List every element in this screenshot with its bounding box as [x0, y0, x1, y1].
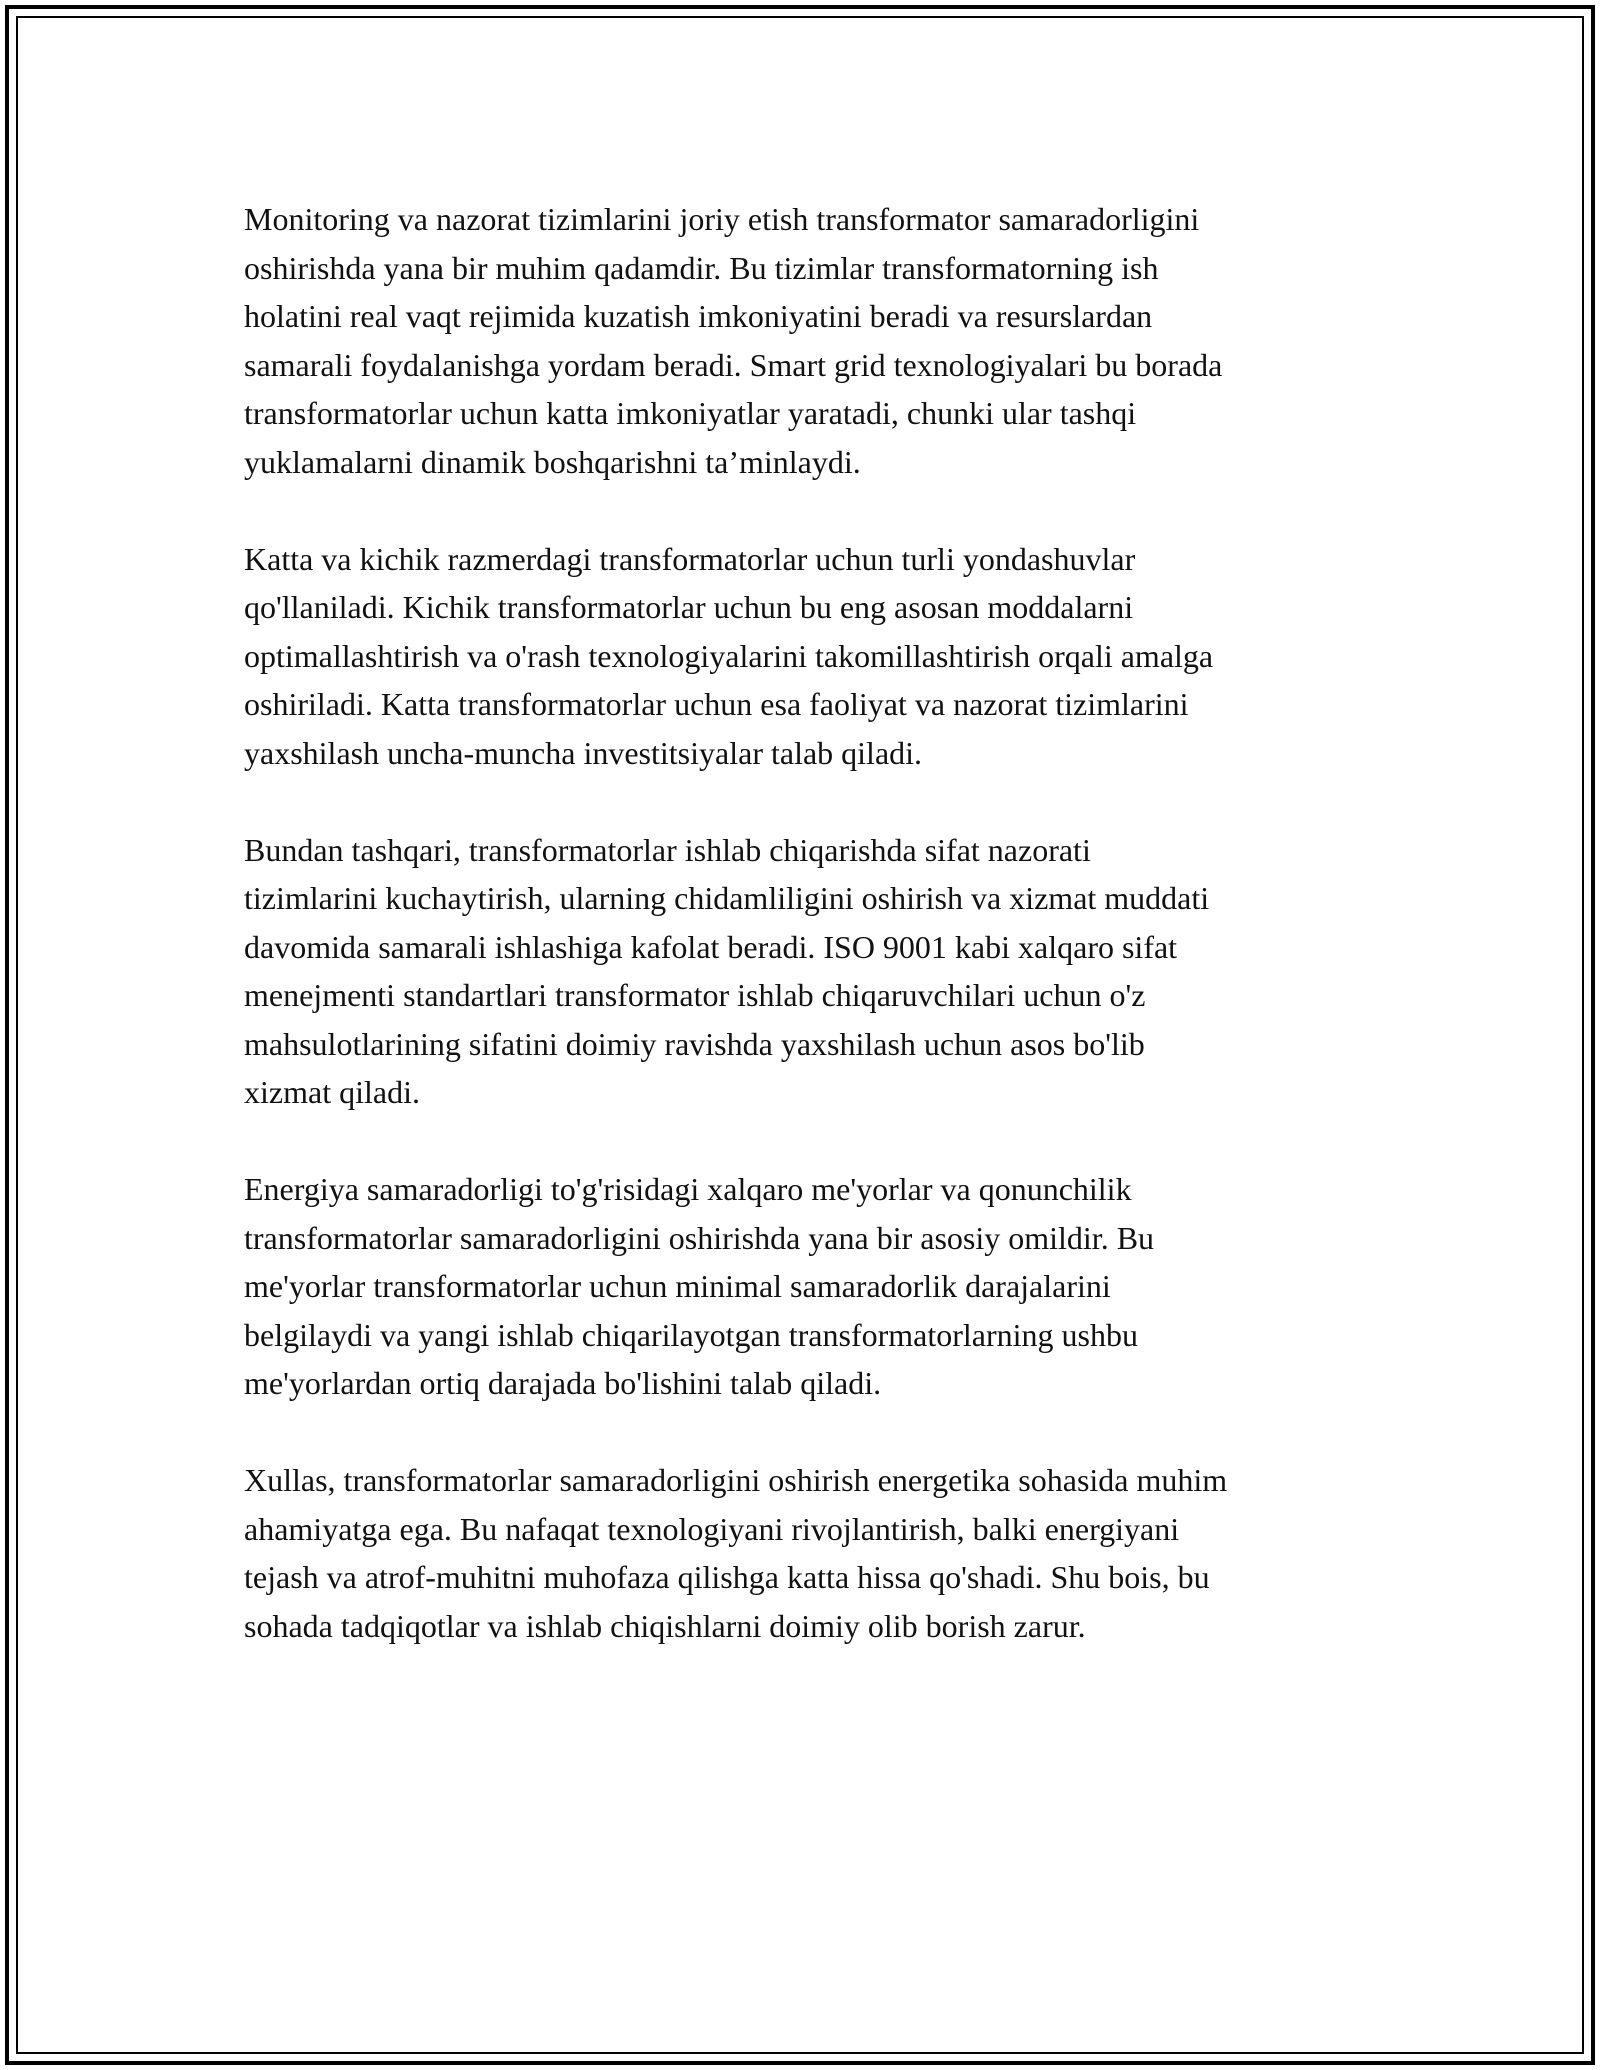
text-line: yuklamalarni dinamik boshqarishni ta’minlaydi.	[244, 443, 861, 480]
text-line: yaxshilash uncha-muncha investitsiyalar talab qiladi.	[244, 734, 923, 771]
page-border	[5, 5, 1595, 2065]
text-line: Monitoring va nazorat tizimlarini joriy etish transformator samaradorligini	[244, 201, 1200, 237]
text-line: davomida samarali ishlashiga kafolat beradi. ISO 9001 kabi xalqaro sifat	[244, 928, 1178, 965]
text-line: transformatorlar samaradorligini oshirishda yana bir asosiy omildir. Bu	[244, 1219, 1155, 1256]
paragraph-5	[244, 1456, 1384, 1650]
text-line: menejmenti standartlari transformator ishlab chiqaruvchilari uchun o'z	[244, 977, 1146, 1013]
paragraph-4	[244, 1165, 1384, 1408]
text-line: Katta va kichik razmerdagi transformatorlar uchun turli yondashuvlar	[244, 540, 1136, 577]
paragraph-1	[244, 195, 1384, 486]
text-line: samarali foydalanishga yordam beradi. Smart grid texnologiyalari bu borada	[244, 346, 1223, 383]
text-line: ahamiyatga ega. Bu nafaqat texnologiyani rivojlantirish, balki energiyani	[244, 1510, 1180, 1547]
text-line: sohada tadqiqotlar va ishlab chiqishlarni doimiy olib borish zarur.	[244, 1607, 1086, 1644]
text-line: Xullas, transformatorlar samaradorligini oshirish energetika sohasida muhim	[244, 1462, 1228, 1498]
text-line: tizimlarini kuchaytirish, ularning chidamliligini oshirish va xizmat muddati	[244, 880, 1210, 916]
text-line: me'yorlardan ortiq darajada bo'lishini talab qiladi.	[244, 1365, 882, 1401]
text-line: me'yorlar transformatorlar uchun minimal samaradorlik darajalarini	[244, 1268, 1111, 1304]
text-line: Energiya samaradorligi to'g'risidagi xalqaro me'yorlar va qonunchilik	[244, 1171, 1132, 1207]
paragraph-3	[244, 826, 1384, 1117]
text-line: oshirishda yana bir muhim qadamdir. Bu tizimlar transformatorning ish	[244, 249, 1159, 286]
document-body	[244, 195, 1384, 1699]
paragraph-2	[244, 535, 1384, 778]
text-line: belgilaydi va yangi ishlab chiqarilayotgan transformatorlarning ushbu	[244, 1316, 1138, 1353]
text-line: mahsulotlarining sifatini doimiy ravishda yaxshilash uchun asos bo'lib	[244, 1025, 1145, 1062]
text-line: optimallashtirish va o'rash texnologiyalarini takomillashtirish orqali amalga	[244, 637, 1214, 674]
text-line: qo'llaniladi. Kichik transformatorlar uchun bu eng asosan moddalarni	[244, 589, 1134, 625]
text-line: tejash va atrof-muhitni muhofaza qilishga katta hissa qo'shadi. Shu bois, bu	[244, 1559, 1210, 1595]
text-line: transformatorlar uchun katta imkoniyatlar yaratadi, chunki ular tashqi	[244, 395, 1137, 431]
text-line: xizmat qiladi.	[244, 1074, 420, 1110]
text-line: Bundan tashqari, transformatorlar ishlab chiqarishda sifat nazorati	[244, 831, 1091, 868]
text-line: holatini real vaqt rejimida kuzatish imkoniyatini beradi va resurslardan	[244, 298, 1153, 334]
text-line: oshiriladi. Katta transformatorlar uchun esa faoliyat va nazorat tizimlarini	[244, 686, 1189, 722]
